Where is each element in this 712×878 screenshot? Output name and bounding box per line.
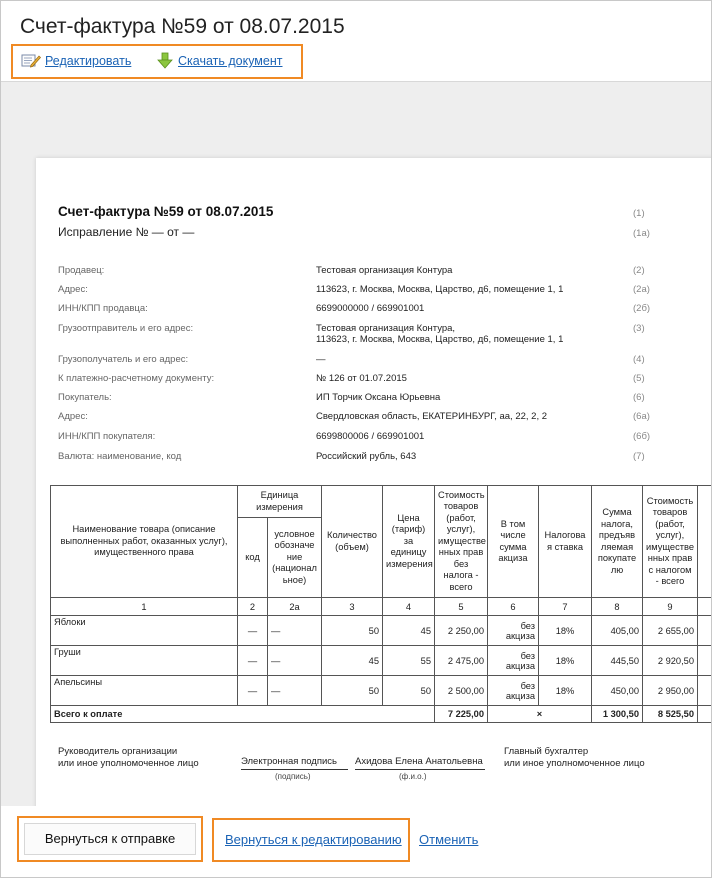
total-row [51,706,712,723]
col-number: 8 [592,598,643,616]
item-name: Груши [51,646,238,676]
col-header-rate: Налогова я ставка [539,486,592,598]
field-value: ИП Торчик Оксана Юрьевна [316,392,441,403]
edit-link[interactable]: Редактировать [45,54,132,68]
total-cost: 7 225,00 [435,706,488,723]
item-total: 2 950,00 [643,676,698,706]
col-number: 3 [322,598,383,616]
item-price: 50 [383,676,435,706]
item-price: 45 [383,616,435,646]
total-sum: 8 525,50 [643,706,698,723]
col-number: 1 [51,598,238,616]
item-cost: 2 250,00 [435,616,488,646]
col-number: 7 [539,598,592,616]
field-ref: (2б) [633,303,651,314]
item-cost: 2 475,00 [435,646,488,676]
signature-underline [241,769,348,770]
item-qty: 50 [322,616,383,646]
field-label: Адрес: [58,284,88,295]
edit-icon[interactable] [21,52,41,70]
item-rate: 18% [539,616,592,646]
item-rate: 18% [539,676,592,706]
item-name: Яблоки [51,616,238,646]
col-number: 2 [238,598,268,616]
col-number-row [51,598,712,616]
document-actions-highlight [11,44,303,79]
total-tax: 1 300,50 [592,706,643,723]
field-label: ИНН/КПП покупателя: [58,431,156,442]
item-tax: 405,00 [592,616,643,646]
item-price: 55 [383,646,435,676]
field-label: Валюта: наименование, код [58,451,182,462]
col-header-qty: Количество (объем) [322,486,383,598]
head-signature-label: Руководитель организации или иное уполномоченное лицо [58,746,199,769]
field-label: Грузоотправитель и его адрес: [58,323,194,334]
field-value: — [316,354,326,365]
table-row [51,616,712,646]
name-underline [355,769,485,770]
name-caption: (ф.и.о.) [399,772,427,781]
item-code: — [238,646,268,676]
col-header-price: Цена (тариф) за единицу измерения [383,486,435,598]
field-ref: (6) [633,392,645,403]
col-header-code: код [238,518,268,598]
invoice-title: Счет-фактура №59 от 08.07.2015 [58,204,274,219]
col-header-cost: Стоимость товаров (работ, услуг), имуществе нных прав без налога - всего [435,486,488,598]
item-total: 2 920,50 [643,646,698,676]
field-label: Покупатель: [58,392,112,403]
col-header-tax: Сумма налога, предъяв ляемая покупате лю [592,486,643,598]
back-button-highlight [17,816,203,862]
field-label: Адрес: [58,411,88,422]
field-label: ИНН/КПП продавца: [58,303,148,314]
accountant-label: Главный бухгалтер или иное уполномоченное лицо [504,746,645,769]
item-code: — [238,616,268,646]
invoice-document [36,158,712,818]
col-header-unit: Единица измерения [238,486,322,518]
field-value: 6699800006 / 669901001 [316,431,425,442]
item-name: Апельсины [51,676,238,706]
item-unit: — [268,646,322,676]
col-header-unit-name: условное обозначе ние (национал ьное) [268,518,322,598]
item-unit: — [268,616,322,646]
item-excise: без акциза [488,676,539,706]
field-value: 6699000000 / 669901001 [316,303,425,314]
table-row [51,646,712,676]
signature-caption: (подпись) [275,772,311,781]
field-ref: (5) [633,373,645,384]
download-arrow-icon[interactable] [155,52,175,70]
field-value: № 126 от 01.07.2015 [316,373,407,384]
signer-name: Ахидова Елена Анатольевна [355,756,483,767]
download-link[interactable]: Скачать документ [178,54,283,68]
col-number: 9 [643,598,698,616]
title-ref: (1) [633,208,645,219]
field-value: 113623, г. Москва, Москва, Царство, д6, помещение 1, 1 [316,284,564,295]
col-header-extra [698,486,712,598]
field-label: К платежно-расчетному документу: [58,373,215,384]
field-value: Тестовая организация Контура [316,265,453,276]
item-qty: 45 [322,646,383,676]
col-number: 4 [383,598,435,616]
field-ref: (7) [633,451,645,462]
correction-line: Исправление № — от — [58,225,195,239]
item-rate: 18% [539,646,592,676]
item-qty: 50 [322,676,383,706]
page-title: Счет-фактура №59 от 08.07.2015 [20,15,345,38]
field-ref: (4) [633,354,645,365]
item-unit: — [268,676,322,706]
return-to-edit-link[interactable]: Вернуться к редактированию [225,832,402,847]
col-number: 2а [268,598,322,616]
item-total: 2 655,00 [643,616,698,646]
field-value: Тестовая организация Контура, 113623, г. Москва, Москва, Царство, д6, помещение 1, 1 [316,323,564,345]
field-ref: (6б) [633,431,651,442]
field-ref: (6а) [633,411,650,422]
items-table [50,485,712,723]
field-label: Продавец: [58,265,105,276]
signature-value: Электронная подпись [241,756,337,767]
field-ref: (2а) [633,284,650,295]
field-ref: (3) [633,323,645,334]
field-ref: (2) [633,265,645,276]
col-header-excise: В том числе сумма акциза [488,486,539,598]
field-value: Российский рубль, 643 [316,451,417,462]
item-cost: 2 500,00 [435,676,488,706]
item-excise: без акциза [488,616,539,646]
total-label: Всего к оплате [51,706,435,723]
cancel-link[interactable]: Отменить [419,832,479,847]
item-tax: 450,00 [592,676,643,706]
field-label: Грузополучатель и его адрес: [58,354,189,365]
table-row [51,676,712,706]
col-header-name: Наименование товара (описание выполненных работ, оказанных услуг), имущественного права [51,486,238,598]
item-code: — [238,676,268,706]
col-header-total: Стоимость товаров (работ, услуг), имуществе нных прав с налогом - всего [643,486,698,598]
col-number: 5 [435,598,488,616]
item-excise: без акциза [488,646,539,676]
field-value: Свердловская область, ЕКАТЕРИНБУРГ, аа, 22, 2, 2 [316,411,548,422]
correction-ref: (1а) [633,228,650,239]
col-number: 6 [488,598,539,616]
item-tax: 445,50 [592,646,643,676]
back-to-send-button[interactable]: Вернуться к отправке [24,823,196,855]
total-mark: × [488,706,592,723]
